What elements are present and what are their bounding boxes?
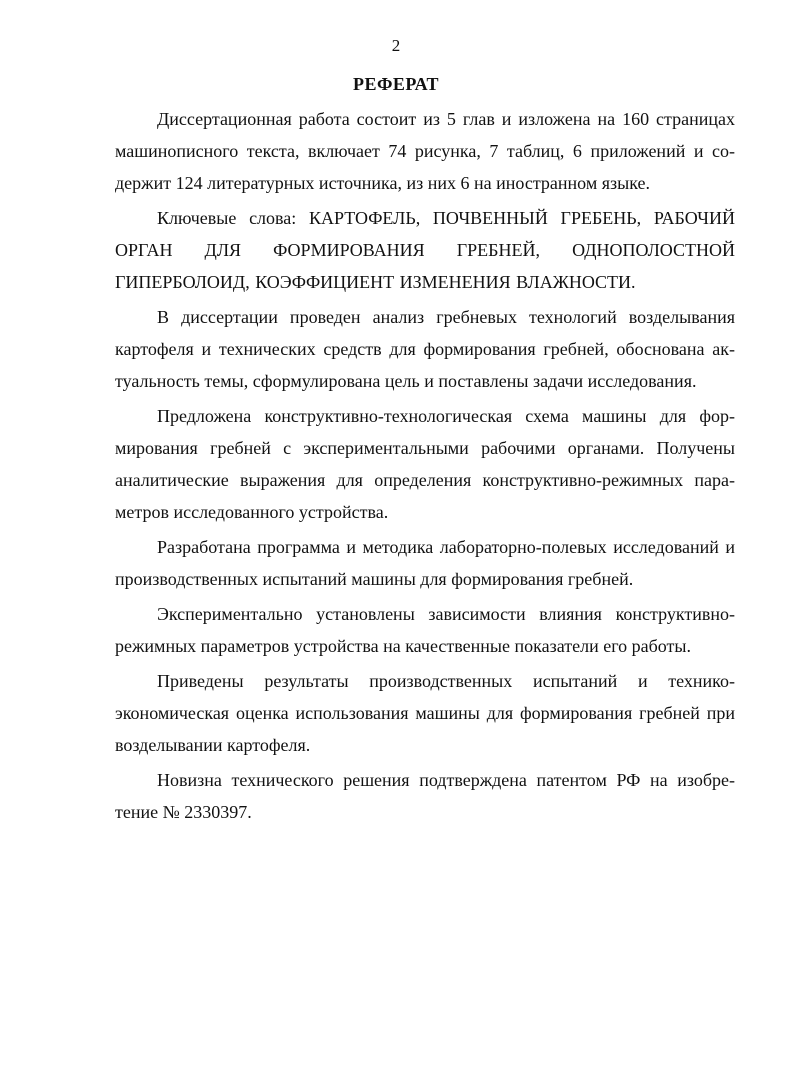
paragraph-analysis: В диссертации проведен анализ гребневых технологий возделывания картофеля и технических средств для формирования гребней, обоснована актуальность темы, сформулирована цель и поставлены задачи исследования. — [115, 307, 735, 391]
paragraph-patent: Новизна технического решения подтверждена патентом РФ на изобретение № 2330397. — [115, 770, 735, 822]
paragraph-summary: Диссертационная работа состоит из 5 глав и изложена на 160 страницах машинописного текста, включает 74 рисунка, 7 таблиц, 6 приложений и содержит 124 литературных источника, из них 6 на иностранном языке. — [115, 109, 735, 193]
abstract-body — [115, 103, 735, 831]
page-number: 2 — [391, 36, 401, 55]
paragraph-methodology: Разработана программа и методика лабораторно-полевых исследований и производственных испытаний машины для формирования гребней. — [115, 537, 735, 589]
page-title: РЕФЕРАТ — [352, 74, 440, 94]
paragraph-results: Приведены результаты производственных испытаний и технико-экономическая оценка использования машины для формирования гребней при возделывании картофеля. — [115, 671, 735, 755]
paragraph-dependencies: Экспериментально установлены зависимости влияния конструктивно-режимных параметров устройства на качественные показатели его работы. — [115, 604, 735, 656]
paragraph-keywords: Ключевые слова: КАРТОФЕЛЬ, ПОЧВЕННЫЙ ГРЕБЕНЬ, РАБОЧИЙ ОРГАН ДЛЯ ФОРМИРОВАНИЯ ГРЕБНЕЙ, ОДНОПОЛОСТНОЙ ГИПЕРБОЛОИД, КОЭФФИЦИЕНТ ИЗМЕНЕНИЯ ВЛАЖНОСТИ. — [115, 208, 735, 292]
paragraph-proposed-scheme: Предложена конструктивно-технологическая схема машины для формирования гребней с экспериментальными рабочими органами. Получены аналитические выражения для определения конструктивно-режимных параметров исследованного устройства. — [115, 406, 735, 522]
